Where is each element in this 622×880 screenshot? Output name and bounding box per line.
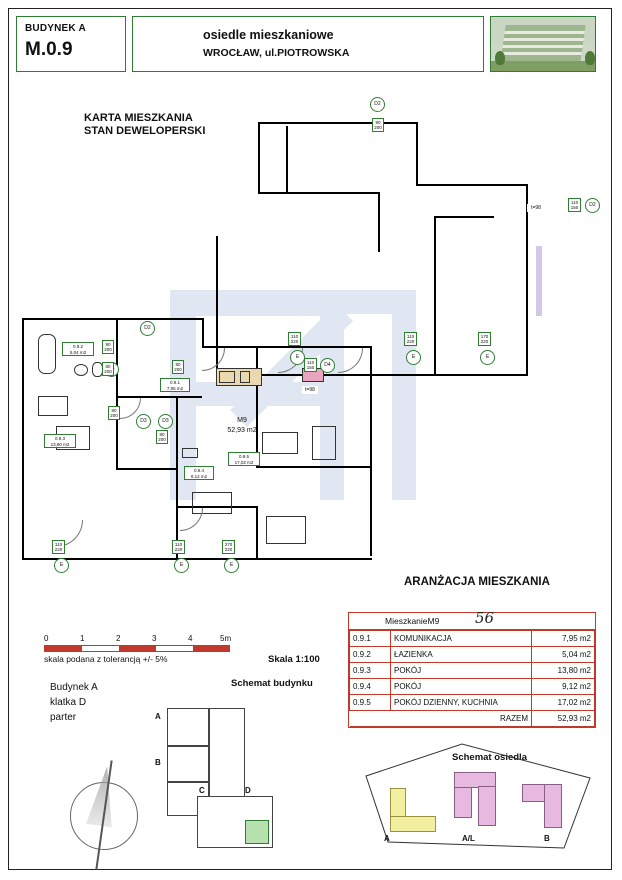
scale-bar-block [44,634,274,664]
wall [434,216,494,218]
door-tag: D4 [320,358,335,373]
dim-tag: 90 200 [372,118,384,132]
scheme-label: D [245,786,251,795]
dim-tag: 110 150 [568,198,581,212]
scale-tick: 1 [80,634,85,643]
room-tag: 0.9.3 13,80 m2 [44,434,76,448]
estate-label-al: A/L [462,834,475,843]
door-tag: D2 [140,321,155,336]
dim-tag: 80 200 [172,360,184,374]
wall [416,184,526,186]
unit-label: M9 52,93 m2 [227,417,257,434]
wall [22,318,202,320]
wall [202,318,204,346]
scheme-block-highlight [245,820,269,844]
apartment-code: M.0.9 [25,39,73,60]
wall [526,184,528,374]
sink-icon [240,371,250,383]
scheme-block [167,708,209,746]
room-number: 0.9.1 [350,631,391,647]
dim-tag: 80 200 [102,362,114,376]
dim-tag: 110 150 [304,358,317,372]
header-building-box [16,16,126,72]
building-scheme [155,690,325,855]
room-tag: 0.9.2 5,04 m2 [62,342,94,356]
wall [378,192,380,252]
tree-icon [585,51,595,65]
wall [176,396,178,558]
dim-tag: 170 220 [478,332,491,346]
room-name: KOMUNIKACJA [391,631,532,647]
door-tag: D2 [370,97,385,112]
scale-tick: 5m [220,634,232,643]
sink [74,364,88,376]
wall [416,122,418,184]
building-photo [490,16,596,72]
scale-note: skala podana z tolerancją +/- 5% [44,654,168,664]
estate-label-b: B [544,834,550,843]
building-info-line1: Budynek A [50,682,98,693]
cooktop-icon [219,371,235,383]
estate-block-b2 [544,784,562,828]
wall [258,122,418,124]
shower [38,396,68,416]
door-swing [338,348,363,373]
estate-title: osiedle mieszkaniowe [203,28,334,42]
wall [116,468,178,470]
wall [216,374,528,376]
dim-tag: 110 220 [404,332,417,346]
room-number: 0.9.5 [350,695,391,711]
scheme-label: C [199,786,205,795]
wall [256,346,258,466]
table-total-row [350,711,595,727]
arrangement-label: ARANŻACJA MIESZKANIA [404,576,550,588]
building-info-line3: parter [50,712,77,723]
door-swing [180,508,203,531]
window-tag: E [224,558,239,573]
room-number: 0.9.3 [350,663,391,679]
building-info [50,680,98,725]
room-tag: 0.9.5 17,02 m2 [228,452,260,466]
wall [116,318,118,468]
estate-block-al3 [478,786,496,826]
estate-scheme-title: Schemat osiedla [452,752,527,763]
tree-icon [495,51,505,65]
table-row [350,647,595,663]
dim-tag: 80 200 [156,430,168,444]
room-number: 0.9.4 [350,679,391,695]
window-tag: E [406,350,421,365]
building-scheme-title: Schemat budynku [231,678,313,689]
wall [434,216,436,376]
dim-tag: 110 220 [52,540,65,554]
compass-icon [60,760,150,860]
table-row [350,695,595,711]
scale-tick: 0 [44,634,49,643]
room-tag: 0.9.4 9,12 m2 [184,466,214,480]
estate-scheme [358,742,596,854]
dim-tag: 110 220 [172,540,185,554]
room-area: 17,02 m2 [532,695,595,711]
room-name: POKÓJ [391,679,532,695]
building-label: BUDYNEK A [25,23,86,34]
table-title: MieszkanieM9 [385,616,440,626]
rooms-table-body [349,630,595,727]
doc-title-line1: KARTA MIESZKANIA [84,112,193,124]
total-label: RAZEM [350,711,532,727]
window-tag: E [480,350,495,365]
table-row [350,631,595,647]
header-estate-box [132,16,484,72]
wall [22,558,372,560]
scheme-label: B [155,758,161,767]
rooms-table [348,609,596,728]
wall [258,192,378,194]
room-name: ŁAZIENKA [391,647,532,663]
wall [256,466,372,468]
wall [370,346,372,556]
window [536,246,542,316]
dim-tag: 110 220 [288,332,301,346]
dim-tag: 80 200 [108,406,120,420]
door-tag: D3 [158,414,173,429]
scale-ratio: Skala 1:100 [268,654,320,665]
room-area: 13,80 m2 [532,663,595,679]
estate-address: WROCŁAW, ul.PIOTROWSKA [203,47,350,59]
scale-tick: 2 [116,634,121,643]
door-tag: D3 [136,414,151,429]
scale-bar [44,645,230,652]
dim-tag: 270 220 [222,540,235,554]
photo-building [500,25,585,63]
floor-plan-drawing [16,96,596,596]
wall [256,506,258,558]
doc-title-line2: STAN DEWELOPERSKI [84,125,206,137]
bathtub [38,334,56,374]
room-area: 5,04 m2 [532,647,595,663]
table-header [349,609,595,630]
handwritten-note: 56 [475,609,495,627]
wall [258,122,260,192]
window-tag: E [290,350,305,365]
bed [266,516,306,544]
bed [312,426,336,460]
room-tag: 0.9.1 7,95 m2 [160,378,190,392]
tv [182,448,198,458]
photo-grass [491,61,595,71]
room-area: 9,12 m2 [532,679,595,695]
wall [22,318,24,558]
table-row [350,679,595,695]
thickness-tag: t=98 [527,204,545,212]
scheme-block [167,746,209,782]
total-area: 52,93 m2 [532,711,595,727]
room-area: 7,95 m2 [532,631,595,647]
estate-label-a: A [384,834,390,843]
wall [286,126,288,192]
building-info-line2: klatka D [50,697,87,708]
room-name: POKÓJ DZIENNY, KUCHNIA [391,695,532,711]
scheme-label: A [155,712,161,721]
room-name: POKÓJ [391,663,532,679]
thickness-tag: t=98 [302,386,318,394]
dim-tag: 90 200 [102,340,114,354]
window-tag: E [54,558,69,573]
scale-ticks [44,634,274,645]
scale-tick: 4 [188,634,193,643]
estate-block-a2 [390,816,436,832]
scale-tick: 3 [152,634,157,643]
window-tag: E [174,558,189,573]
room-number: 0.9.2 [350,647,391,663]
table-row [350,663,595,679]
door-tag: D2 [585,198,600,213]
